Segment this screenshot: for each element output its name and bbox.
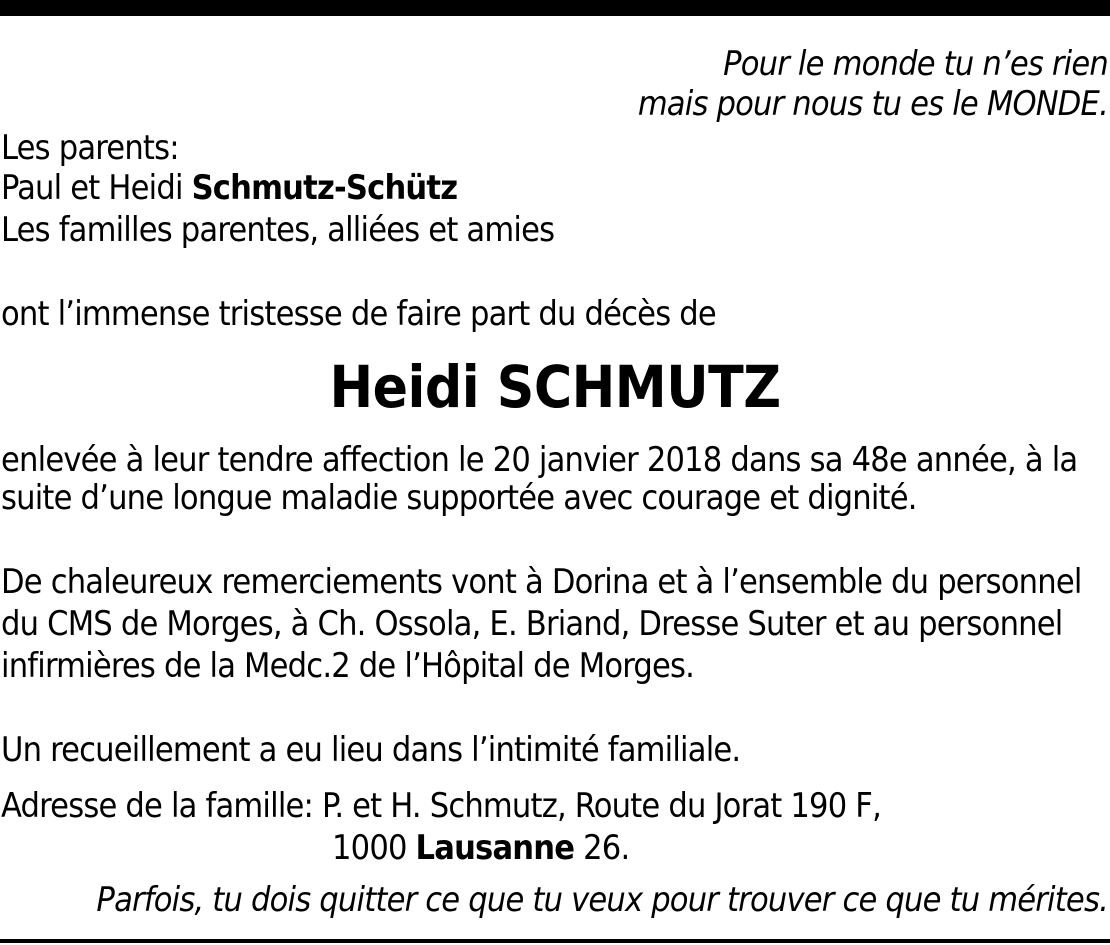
ceremony-line: Un recueillement a eu lieu dans l’intimité familiale. [1,730,741,770]
address-postcode: 1000 [332,828,416,868]
thanks-line3: infirmières de la Medc.2 de l’Hôpital de Morges. [1,646,695,686]
address-city: Lausanne [415,828,575,868]
address-line1: Adresse de la famille: P. et H. Schmutz, Route du Jorat 190 F, [1,786,881,826]
thanks-line2: du CMS de Morges, à Ch. Ossola, E. Briand, Dresse Suter et au personnel [1,604,1063,644]
death-details-line2: suite d’une longue maladie supportée avec courage et dignité. [1,478,917,518]
parents-surname: Schmutz-Schütz [191,168,458,208]
address-suffix: 26. [574,828,630,868]
bottom-border-rule [0,939,1110,943]
relatives-line: Les familles parentes, alliées et amies [1,210,555,250]
motto-bottom: Parfois, tu dois quitter ce que tu veux pour trouver ce que tu mérites. [96,880,1108,920]
thanks-line1: De chaleureux remerciements vont à Dorina et à l’ensemble du personnel [1,562,1082,602]
address-line2 [332,828,629,868]
parents-label: Les parents: [1,128,179,168]
motto-top-line1: Pour le monde tu n’es rien [723,44,1108,84]
top-border-rule [0,0,1110,16]
deceased-name: Heidi SCHMUTZ [329,353,781,421]
parents-first-names: Paul et Heidi [1,168,192,208]
parents-names [1,168,457,208]
death-details-line1: enlevée à leur tendre affection le 20 janvier 2018 dans sa 48e année, à la [1,440,1078,480]
motto-top-line2: mais pour nous tu es le MONDE. [637,84,1108,124]
announcement-line: ont l’immense tristesse de faire part du décès de [1,294,716,334]
